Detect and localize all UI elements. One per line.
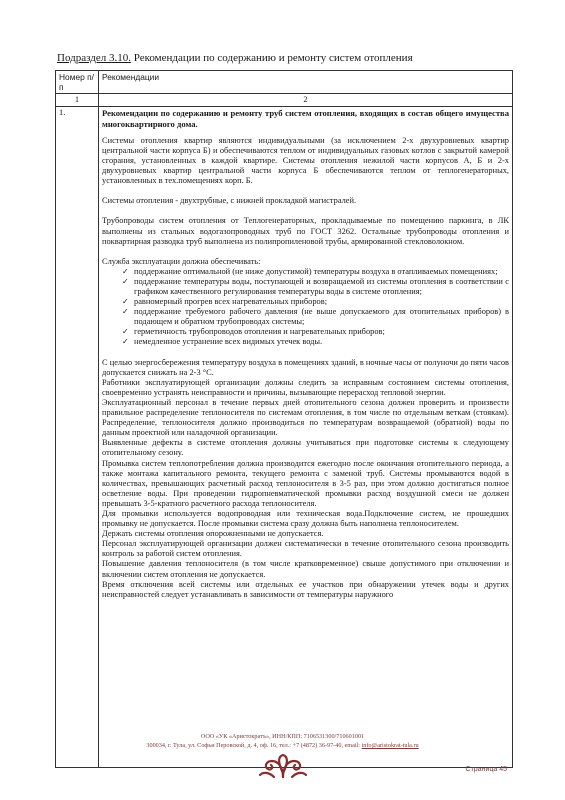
list-item-text: поддержание оптимальной (не ниже допустимой) температуры воздуха в отапливаемых помещениях; xyxy=(134,266,498,276)
paragraph: Выявленные дефекты в системе отопления должны учитываться при подготовке системы к следующему отопительному сезону. xyxy=(102,438,509,458)
page-number: Страница 45 xyxy=(465,766,507,773)
list-item-text: поддержание температуры воды, поступающей и возвращаемой из системы отопления в соответствии с графиком качественного регулирования температуры воды в системе отопления; xyxy=(134,276,509,296)
paragraph: Для промывки используется водопроводная или техническая вода.Подключение систем, не прошедших промывку не допускается. После промывки система сразу должна быть наполнена теплоносителем. xyxy=(102,508,509,529)
requirements-list xyxy=(102,267,509,348)
footer-address-text: 300034, г. Тула, ул. Софьи Перовской, д. 4, оф. 16, тел.: +7 (4872) 36-97-40, email: xyxy=(146,742,362,749)
row-content xyxy=(99,107,513,768)
row-number: 1. xyxy=(56,107,99,768)
list-item xyxy=(124,327,509,337)
paragraph: Трубопроводы систем отопления от Теплогенераторных, прокладываемые по помещению паркинга, в ЛК выполнены из стальных водогазопроводных труб по ГОСТ 3262. Остальные трубопроводы отопления и поквартирная разводка труб выполнена из полипропиленовой трубы, армированной стекловолокном. xyxy=(102,216,509,246)
list-item-text: герметичность трубопроводов отопления и нагревательных приборов; xyxy=(134,327,385,337)
header-recommendations: Рекомендации xyxy=(99,71,513,94)
paragraph: С целью энергосбережения температуру воздуха в помещениях зданий, в ночные часы от полуночи до пяти часов допускается снижать на 2-3 °С. xyxy=(102,357,509,377)
checkmark-icon: ✓ xyxy=(122,337,129,347)
footer-address xyxy=(0,742,565,749)
table-index-row xyxy=(56,94,513,107)
table-row xyxy=(56,107,513,768)
paragraph: Служба эксплуатации должна обеспечивать: xyxy=(102,256,261,266)
checkmark-icon: ✓ xyxy=(122,327,129,337)
checkmark-icon: ✓ xyxy=(122,266,129,276)
paragraph: Работники эксплуатирующей организации должны следить за исправным состоянием системы отопления, своевременно устранять неисправности и причины, вызывающие перерасход тепловой энергии. xyxy=(102,377,509,397)
section-number: Подраздел 3.10. xyxy=(57,52,131,64)
list-item xyxy=(124,277,509,297)
paragraph: Повышение давления теплоносителя (в том числе кратковременное) свыше допустимого при отключении и включении систем отопления не допускается. xyxy=(102,559,509,579)
table-header-row xyxy=(56,71,513,94)
paragraph: Промывка систем теплопотребления должна производится ежегодно после окончания отопительного периода, а также монтажа капитального ремонта, текущего ремонта с заменой труб. Системы промываются водой в количествах, превышающих расчетный расход теплоносителя в 3-5 раз, при этом должно достигаться полное осветление воды. При проведении гидропневматической промывки расход воздушной смеси не должен превышать 3-5-кратного расчетного расхода теплоносителя. xyxy=(102,458,509,508)
row-title: Рекомендации по содержанию и ремонту труб систем отопления, входящих в состав общего имущества многоквартирного дома. xyxy=(102,108,509,129)
footer-email-link[interactable]: info@aristokrat-tula.ru xyxy=(361,742,419,749)
paragraph: Держать системы отопления опорожненными не допускается. xyxy=(102,529,324,539)
list-item xyxy=(124,337,509,347)
index-col2: 2 xyxy=(99,94,513,107)
list-item xyxy=(124,307,509,327)
paragraph: Системы отопления - двухтрубные, с нижней прокладкой магистралей. xyxy=(102,196,357,206)
list-item-text: немедленное устранение всех видимых утечек воды. xyxy=(134,337,323,347)
paragraph: Персонал эксплуатирующей организации должен систематически в течение отопительного сезона производить контроль за работой систем отопления. xyxy=(102,539,509,559)
section-title: Рекомендации по содержанию и ремонту систем отопления xyxy=(133,52,413,64)
list-item xyxy=(124,297,509,307)
list-item xyxy=(124,267,509,277)
index-col1: 1 xyxy=(56,94,99,107)
list-item-text: равномерный прогрев всех нагревательных приборов; xyxy=(134,297,328,307)
list-item-text: поддержание требуемого рабочего давления (не выше допускаемого для отопительных приборов) в подающем и обратном трубопроводах системы; xyxy=(134,307,509,327)
paragraph: Системы отопления квартир являются индивидуальными (за исключением 2-х двухуровневых квартир центральной части корпуса Б) и обеспечиваются теплом от индивидуальных газовых котлов с закрытой камерой сгорания, установленных в каждой квартире. Системы отопления нежилой части корпусов А, Б и 2-х двухуровневых квартир центральной части корпуса Б обеспечиваются теплом от теплогенераторных, установленных в тех.помещениях корп. Б. xyxy=(102,135,509,186)
checkmark-icon: ✓ xyxy=(122,307,129,317)
paragraph: Эксплуатационный персонал в течение первых дней отопительного сезона должен проверить и произвести правильное распределение теплоносителя по системам отопления, в том числе по отдельным веткам (стоякам). Распределение, теплоносителя должно производиться по температурам возвращаемой (обратной) воды по данным проектной или наладочной организации. xyxy=(102,397,509,438)
paragraph: Время отключения всей системы или отдельных ее участков при обнаружении утечек воды и других неисправностей следует устанавливать в зависимости от температуры наружного xyxy=(102,579,509,599)
checkmark-icon: ✓ xyxy=(122,297,129,307)
recommendations-table xyxy=(55,70,513,768)
header-number: Номер п/п xyxy=(56,71,99,94)
checkmark-icon: ✓ xyxy=(122,276,129,286)
footer-company: ООО «УК «Аристократъ», ИНН/КПП: 7106531300/710601001 xyxy=(200,733,365,740)
section-heading xyxy=(57,52,413,64)
ornament-logo-icon xyxy=(256,753,310,779)
